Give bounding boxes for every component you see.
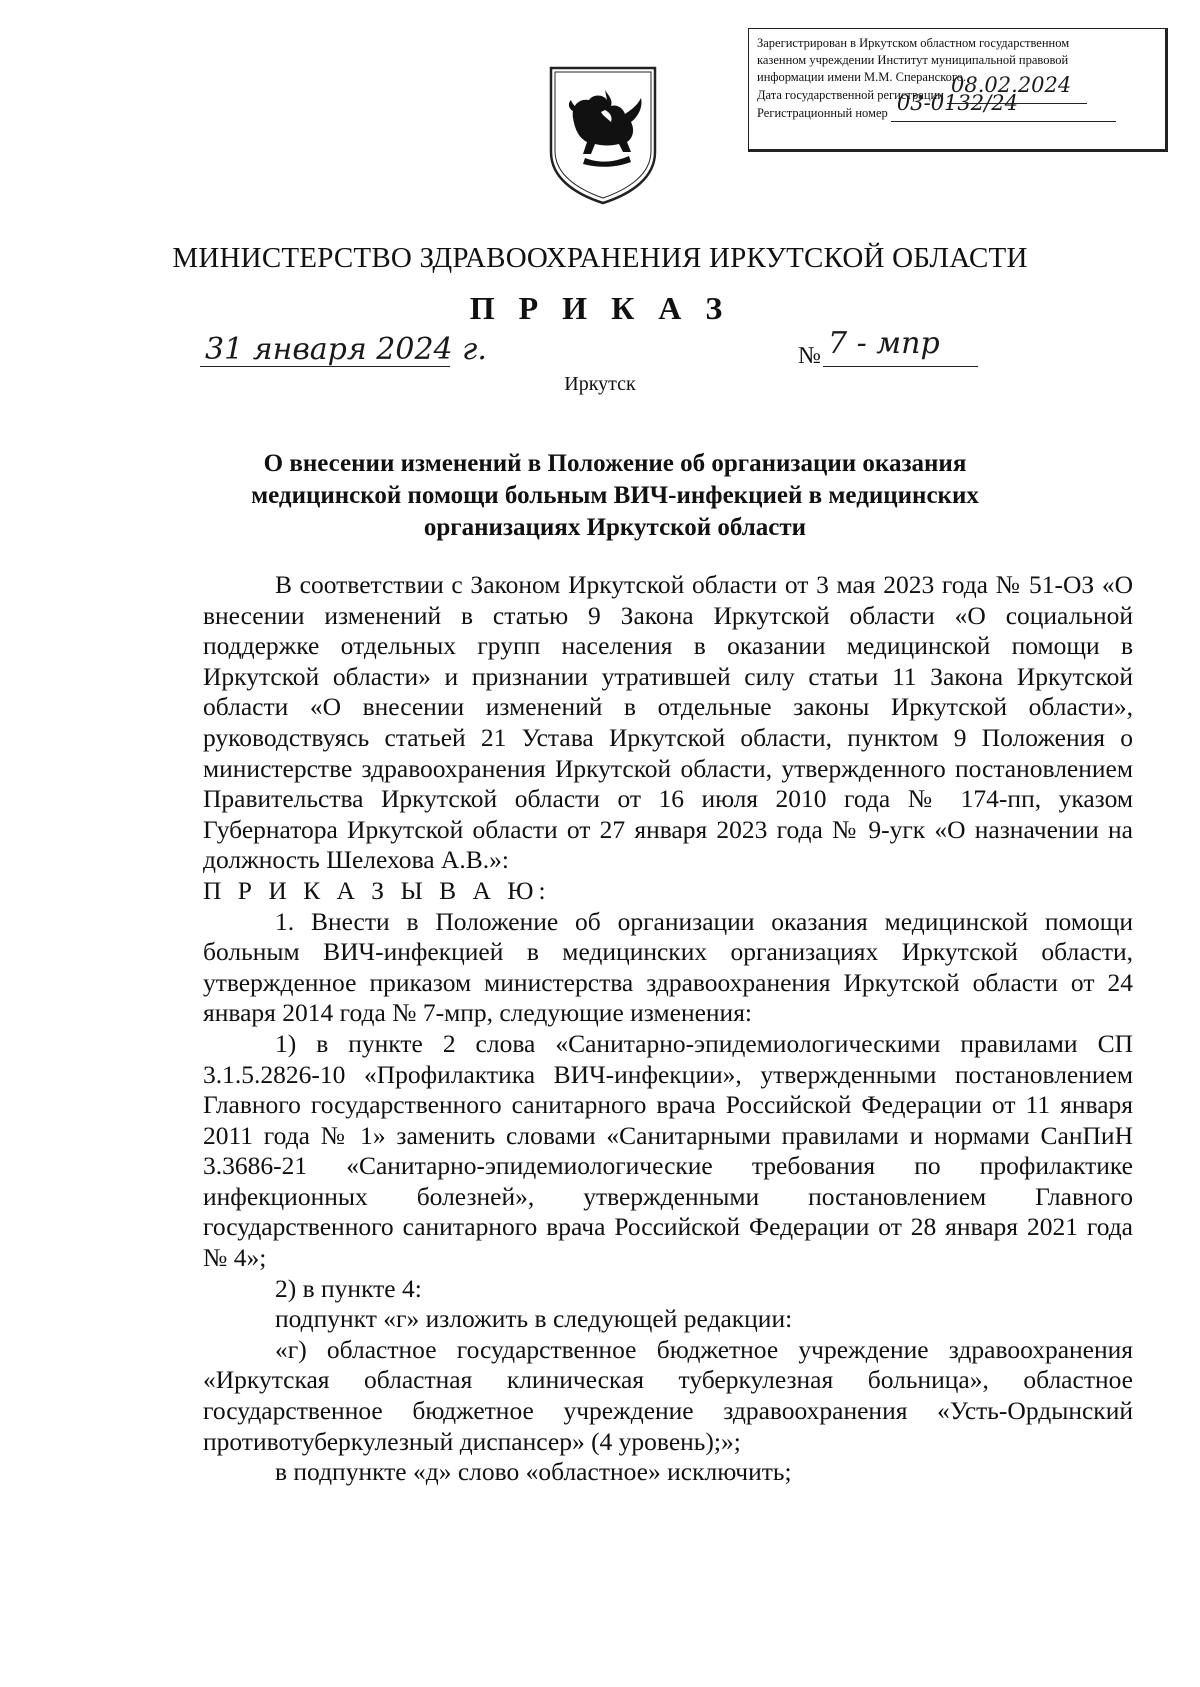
stamp-date-label: Дата государственной регистрации bbox=[757, 88, 944, 102]
paragraph-subitem-1: 1) в пункте 2 слова «Санитарно-эпидемиологическими правилами СП 3.1.5.2826-10 «Профилактика ВИЧ-инфекции», утвержденными постановлением Главного государственного санитарного врача Российской Федерации от 11 января 2011 года № 1» заменить словами «Санитарными правилами и нормами СанПиН 3.3686-21 «Санитарно-эпидемиологические требования по профилактике инфекционных болезней», утвержденными постановлением Главного государственного санитарного врача Российской Федерации от 28 января 2021 года № 4»; bbox=[203, 1028, 1133, 1273]
ministry-name: МИНИСТЕРСТВО ЗДРАВООХРАНЕНИЯ ИРКУТСКОЙ ОБЛАСТИ bbox=[172, 242, 1028, 274]
date-underline bbox=[200, 366, 450, 367]
title-line-3: организациях Иркутской области bbox=[423, 514, 807, 541]
registration-stamp bbox=[748, 28, 1168, 152]
coat-of-arms-emblem bbox=[545, 60, 661, 205]
order-title bbox=[200, 448, 1030, 544]
stamp-date-value: 08.02.2024 bbox=[951, 73, 1072, 97]
document-type: П Р И К А З bbox=[469, 290, 731, 326]
paragraph-item-1: 1. Внести в Положение об организации оказания медицинской помощи больным ВИЧ-инфекцией в медицинских организациях Иркутской области, утвержденное приказом министерства здравоохранения Иркутской области от 24 января 2014 года № 7-мпр, следующие изменения: bbox=[203, 906, 1133, 1028]
paragraph-subpoint-g-text: «г) областное государственное бюджетное учреждение здравоохранения «Иркутская областная клиническая туберкулезная больница», областное государственное бюджетное учреждение здравоохранения «Усть-Ордынский противотуберкулезный диспансер» (4 уровень);»; bbox=[203, 1334, 1133, 1456]
title-line-1: О внесении изменений в Положение об организации оказания bbox=[263, 450, 967, 477]
order-date-handwritten: 31 января 2024 г. bbox=[205, 332, 487, 367]
title-line-2: медицинской помощи больным ВИЧ-инфекцией в медицинских bbox=[251, 482, 979, 509]
number-underline bbox=[823, 366, 978, 367]
stamp-line-2: казенном учреждении Институт муниципальной правовой bbox=[757, 53, 1069, 67]
order-word: П Р И К А З Ы В А Ю: bbox=[203, 875, 551, 905]
order-number-label: № bbox=[798, 343, 821, 369]
stamp-reg-value: 03-0132/24 bbox=[896, 91, 1018, 115]
preamble-paragraph: В соответствии с Законом Иркутской области от 3 мая 2023 года № 51-ОЗ «О внесении изменений в статью 9 Закона Иркутской области «О социальной поддержке отдельных групп населения в оказании медицинской помощи в Иркутской области» и признании утратившей силу статьи 11 Закона Иркутской области «О внесении изменений в отдельные законы Иркутской области», руководствуясь статьей 21 Устава Иркутской области, пунктом 9 Положения о министерстве здравоохранения Иркутской области, утвержденного постановлением Правительства Иркутской области от 16 июля 2010 года № 174-пп, указом Губернатора Иркутской области от 27 января 2023 года № 9-угк «О назначении на должность Шелехова А.В.»: bbox=[203, 570, 1133, 875]
city-name: Иркутск bbox=[564, 373, 636, 395]
order-body bbox=[203, 570, 1133, 1488]
paragraph-subitem-2: 2) в пункте 4: bbox=[275, 1273, 422, 1303]
stamp-line-1: Зарегистрирован в Иркутском областном государственном bbox=[757, 36, 1070, 50]
paragraph-subpoint-d: в подпункте «д» слово «областное» исключить; bbox=[275, 1457, 792, 1487]
stamp-reg-label: Регистрационный номер bbox=[757, 106, 888, 120]
paragraph-subpoint-g-intro: подпункт «г» изложить в следующей редакции: bbox=[275, 1304, 793, 1334]
order-number-handwritten: 7 - мпр bbox=[828, 326, 940, 361]
stamp-line-3: информации имени М.М. Сперанского. bbox=[757, 70, 967, 84]
